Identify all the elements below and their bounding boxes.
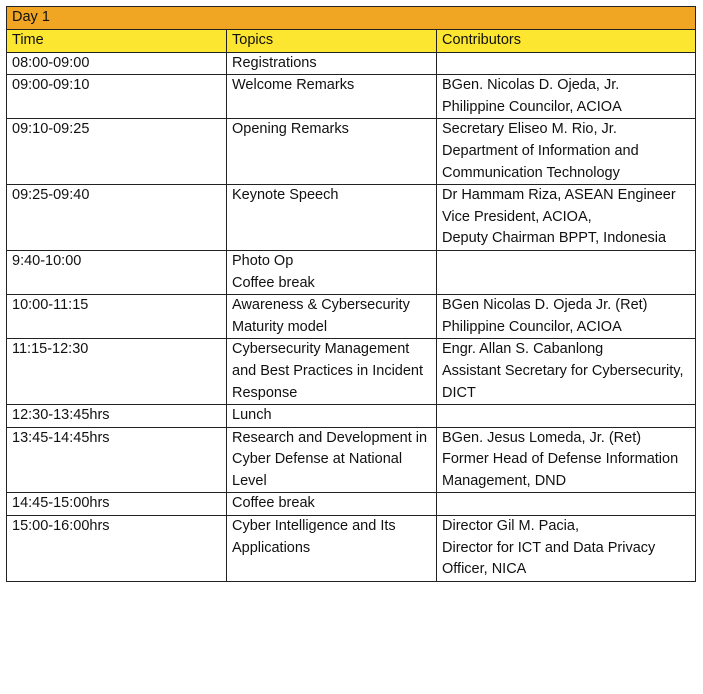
row-topic: Cybersecurity Management and Best Practices in Incident Response xyxy=(227,339,437,405)
row-topic: Photo Op Coffee break xyxy=(227,250,437,294)
row-time: 09:25-09:40 xyxy=(7,185,227,251)
agenda-table xyxy=(6,6,696,582)
header-contributors: Contributors xyxy=(437,30,696,53)
row-contributors: BGen. Nicolas D. Ojeda, Jr. Philippine Councilor, ACIOA xyxy=(437,75,696,119)
table-row xyxy=(7,493,696,516)
row-contributors xyxy=(437,493,696,516)
row-contributors: Secretary Eliseo M. Rio, Jr. Department of Information and Communication Technology xyxy=(437,119,696,185)
table-row xyxy=(7,185,696,251)
row-time: 15:00-16:00hrs xyxy=(7,516,227,582)
agenda-container xyxy=(6,6,696,582)
day-header-row xyxy=(7,7,696,30)
table-row xyxy=(7,427,696,493)
table-row xyxy=(7,75,696,119)
row-topic: Keynote Speech xyxy=(227,185,437,251)
table-row xyxy=(7,52,696,75)
row-time: 09:10-09:25 xyxy=(7,119,227,185)
row-topic: Welcome Remarks xyxy=(227,75,437,119)
table-row xyxy=(7,119,696,185)
row-time: 08:00-09:00 xyxy=(7,52,227,75)
row-topic: Coffee break xyxy=(227,493,437,516)
row-time: 13:45-14:45hrs xyxy=(7,427,227,493)
row-contributors: Dr Hammam Riza, ASEAN Engineer Vice President, ACIOA, Deputy Chairman BPPT, Indonesia xyxy=(437,185,696,251)
row-topic: Lunch xyxy=(227,405,437,428)
row-contributors: Director Gil M. Pacia, Director for ICT and Data Privacy Officer, NICA xyxy=(437,516,696,582)
row-contributors xyxy=(437,405,696,428)
row-contributors: BGen. Jesus Lomeda, Jr. (Ret) Former Head of Defense Information Management, DND xyxy=(437,427,696,493)
row-time: 09:00-09:10 xyxy=(7,75,227,119)
table-row xyxy=(7,339,696,405)
table-row xyxy=(7,250,696,294)
header-time: Time xyxy=(7,30,227,53)
row-contributors: Engr. Allan S. Cabanlong Assistant Secretary for Cybersecurity, DICT xyxy=(437,339,696,405)
row-time: 14:45-15:00hrs xyxy=(7,493,227,516)
row-contributors xyxy=(437,250,696,294)
row-topic: Research and Development in Cyber Defense at National Level xyxy=(227,427,437,493)
header-topics: Topics xyxy=(227,30,437,53)
table-row xyxy=(7,405,696,428)
row-time: 10:00-11:15 xyxy=(7,295,227,339)
column-header-row xyxy=(7,30,696,53)
row-contributors: BGen Nicolas D. Ojeda Jr. (Ret) Philippine Councilor, ACIOA xyxy=(437,295,696,339)
row-topic: Opening Remarks xyxy=(227,119,437,185)
row-topic: Cyber Intelligence and Its Applications xyxy=(227,516,437,582)
table-row xyxy=(7,295,696,339)
table-row xyxy=(7,516,696,582)
row-topic: Registrations xyxy=(227,52,437,75)
day-label: Day 1 xyxy=(7,7,696,30)
row-time: 9:40-10:00 xyxy=(7,250,227,294)
row-time: 12:30-13:45hrs xyxy=(7,405,227,428)
row-contributors xyxy=(437,52,696,75)
row-topic: Awareness & Cybersecurity Maturity model xyxy=(227,295,437,339)
row-time: 11:15-12:30 xyxy=(7,339,227,405)
